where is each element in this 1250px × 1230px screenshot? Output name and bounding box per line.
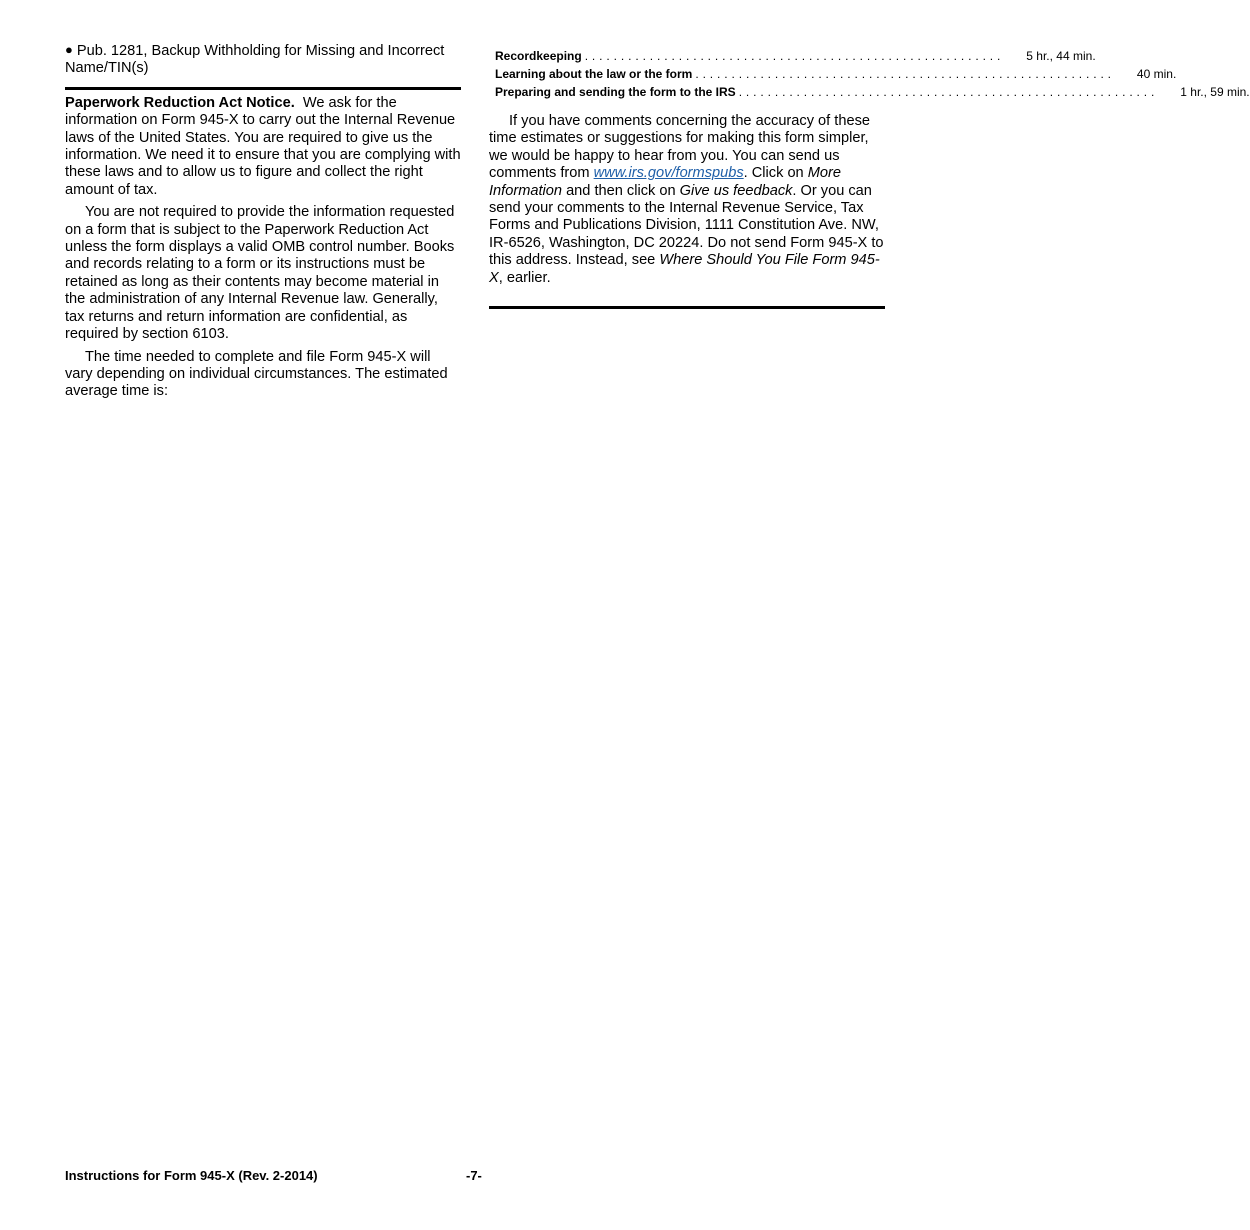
bullet-icon: ●	[65, 42, 73, 57]
time-row-label: Learning about the law or the form	[495, 67, 693, 81]
comments-paragraph	[489, 113, 885, 287]
formspubs-link[interactable]: www.irs.gov/formspubs	[593, 165, 744, 182]
time-row-label: Recordkeeping	[495, 49, 582, 63]
comments-text: , earlier.	[498, 269, 551, 286]
footer-page-number: -7-	[466, 1168, 482, 1183]
right-column	[489, 42, 1250, 287]
time-row-label: Preparing and sending the form to the IRS	[495, 85, 736, 99]
time-row-value: 1 hr., 59 min.	[1180, 85, 1250, 99]
time-row	[495, 47, 1096, 65]
comments-text: . Click on	[743, 165, 808, 182]
time-needed-paragraph: The time needed to complete and file Form 945-X will vary depending on individual circumstances. The estimated average time is:	[65, 348, 448, 400]
footer-form-title: Instructions for Form 945-X (Rev. 2-2014)	[65, 1168, 318, 1183]
end-divider	[489, 306, 885, 309]
bullet-text: Pub. 1281, Backup Withholding for Missing and Incorrect Name/TIN(s)	[65, 43, 445, 77]
comments-text: . Or you can send your comments to the Internal Revenue Service, Tax Forms and Publications Division, 1111 Constitution Ave. NW, IR-6526, Washington, DC 20224. Do not send Form 945-X to this address. Instead, see	[489, 182, 884, 269]
dot-leader: ..........................................................	[584, 49, 1005, 63]
time-estimate-table	[495, 47, 1250, 101]
bullet-item	[65, 42, 461, 78]
time-row	[495, 83, 1250, 101]
comments-text: If you have comments concerning the accuracy of these time estimates or suggestions for making this form simpler, we would be happy to hear from you. You can send us comments from	[489, 113, 870, 182]
time-row	[495, 65, 1177, 83]
omb-paragraph: You are not required to provide the information requested on a form that is subject to the Paperwork Reduction Act unless the form displays a valid OMB control number. Books and records relating to a form or its instructions must be retained as long as their contents may become material in the administration of any Internal Revenue law. Generally, tax returns and return information are confidential, as required by section 6103.	[65, 204, 455, 343]
dot-leader: ..........................................................	[695, 67, 1115, 81]
notice-body: We ask for the information on Form 945-X to carry out the Internal Revenue laws of the United States. You are required to give us the information. We need it to ensure that you are complying with these laws and to allow us to figure and collect the right amount of tax.	[65, 94, 461, 198]
where-to-file-ref: Where Should You File Form 945-X	[489, 252, 880, 286]
give-feedback-ref: Give us feedback	[679, 182, 793, 199]
time-row-value: 5 hr., 44 min.	[1026, 49, 1096, 63]
notice-heading: Paperwork Reduction Act Notice.	[65, 94, 295, 111]
section-divider	[65, 87, 461, 90]
paperwork-notice-paragraph	[65, 95, 461, 199]
comments-text: and then click on	[562, 182, 680, 199]
dot-leader: ..........................................................	[738, 85, 1159, 99]
left-column	[65, 42, 461, 401]
time-row-value: 40 min.	[1136, 67, 1177, 81]
more-information-ref: More Information	[489, 165, 841, 199]
